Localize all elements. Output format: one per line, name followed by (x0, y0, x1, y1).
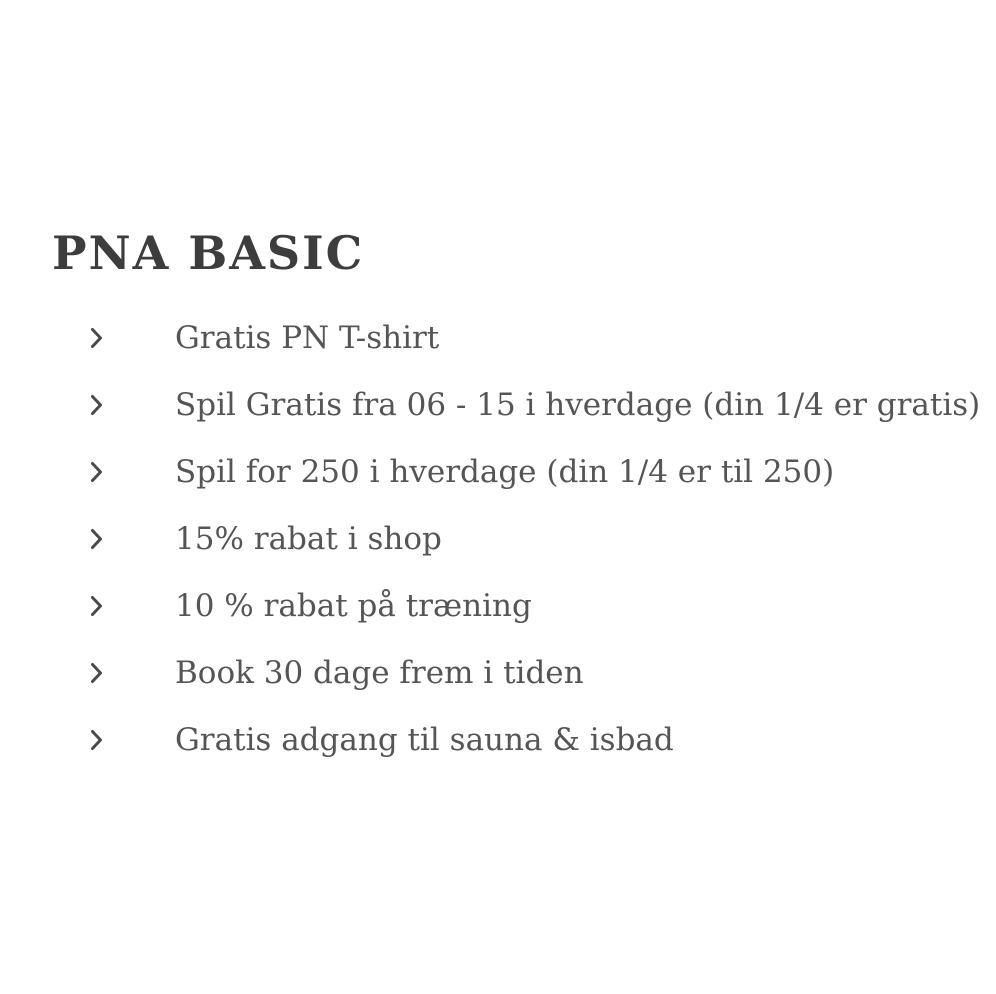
list-item (52, 640, 996, 707)
chevron-right-icon (52, 394, 175, 416)
chevron-right-icon (52, 461, 175, 483)
chevron-right-icon (52, 327, 175, 349)
chevron-right-icon (52, 662, 175, 684)
list-item (52, 305, 996, 372)
benefits-list (52, 305, 996, 774)
list-item (52, 573, 996, 640)
list-item-label: 10 % rabat på træning (175, 587, 532, 624)
chevron-right-icon (52, 729, 175, 751)
list-item-label: Book 30 dage frem i tiden (175, 654, 584, 691)
list-item (52, 506, 996, 573)
chevron-right-icon (52, 528, 175, 550)
list-item-label: Spil for 250 i hverdage (din 1/4 er til 250) (175, 453, 835, 490)
page-title: PNA BASIC (52, 226, 365, 280)
list-item-label: 15% rabat i shop (175, 520, 442, 557)
list-item (52, 707, 996, 774)
list-item (52, 439, 996, 506)
list-item-label: Gratis adgang til sauna & isbad (175, 721, 674, 758)
list-item-label: Gratis PN T-shirt (175, 319, 440, 356)
list-item-label: Spil Gratis fra 06 - 15 i hverdage (din 1/4 er gratis) (175, 386, 981, 423)
chevron-right-icon (52, 595, 175, 617)
list-item (52, 372, 996, 439)
